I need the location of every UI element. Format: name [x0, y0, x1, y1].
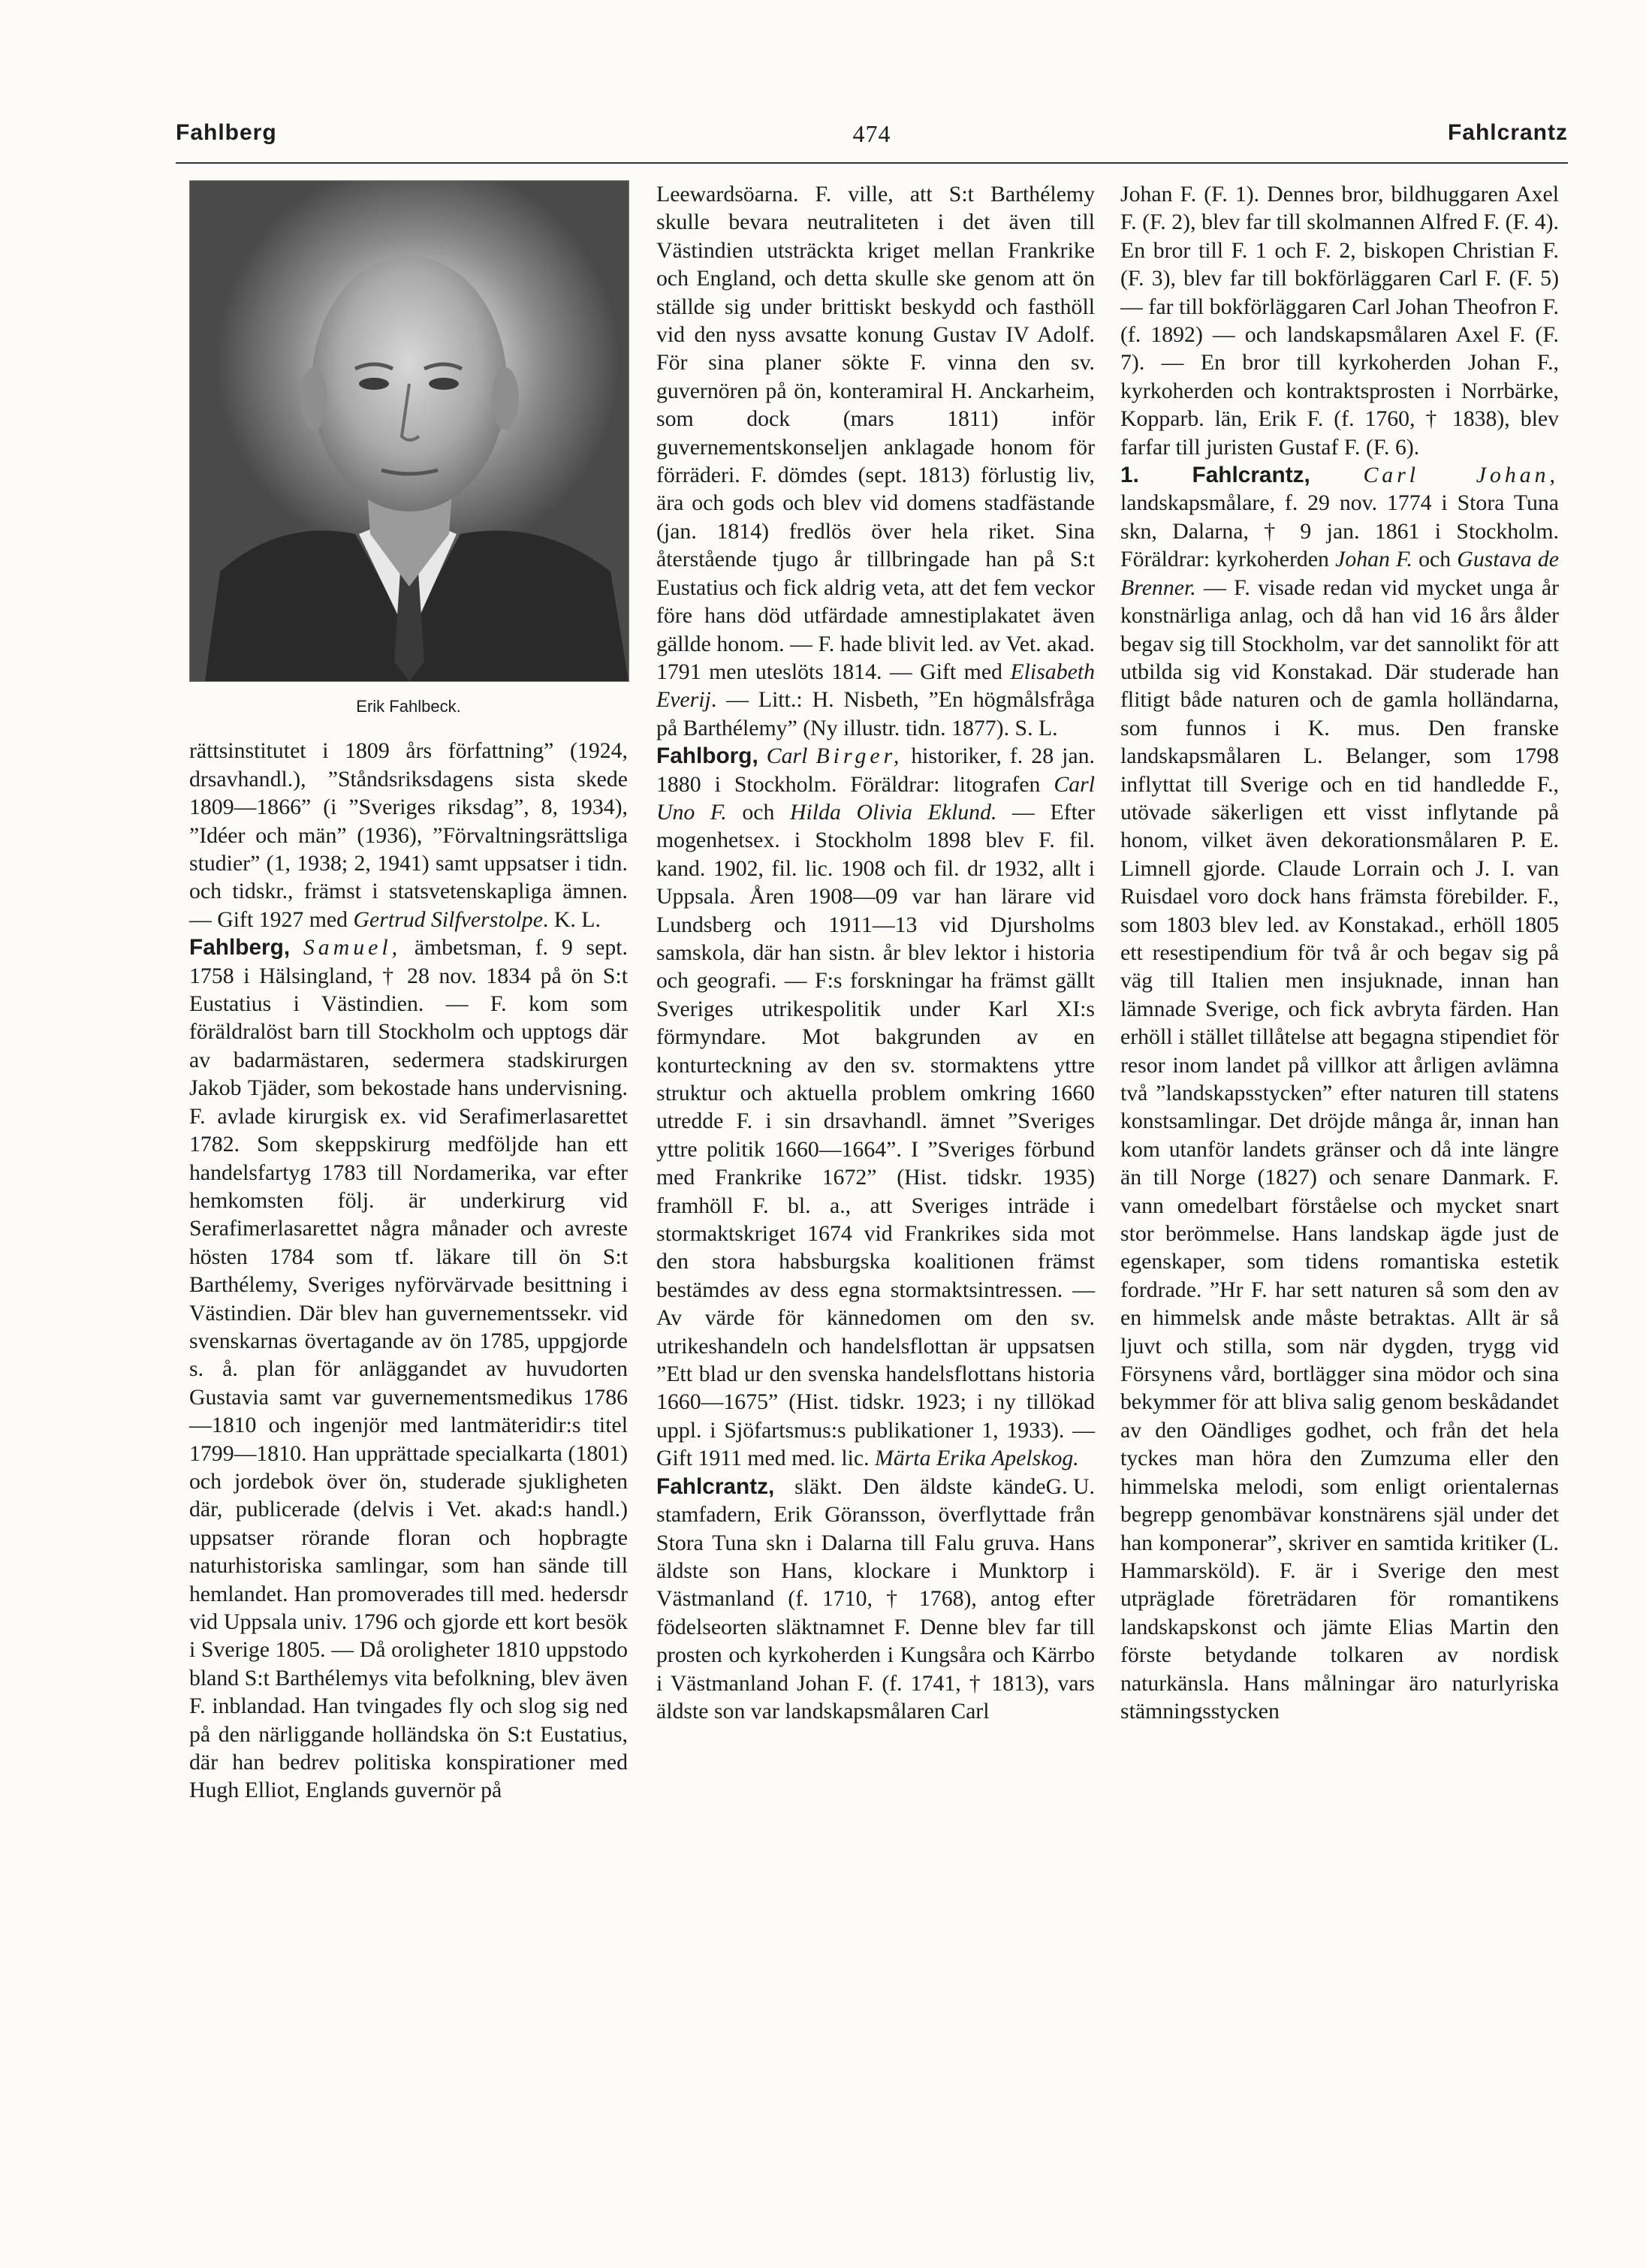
entry-continuation: Johan F. (F. 1). Dennes bror, bildhuggaren Axel F. (F. 2), blev far till skolmannen Alfred F. (F. 4). En bror till F. 1 och F. 2, biskopen Christian F. (F. 3), blev far till bokförläggaren Carl F. (F. 5) — far till bokförläggaren Carl Johan Theofron F. (f. 1892) — och landskapsmålaren Axel F. (F. 7). — En bror till kyrkoherden Johan F., kyrkoherden och kontraktsprosten i Norrbärke, Kopparb. län, Erik F. (f. 1760, † 1838), blev farfar till juristen Gustaf F. (F. 6). [1120, 182, 1559, 460]
father-name: Johan F. [1335, 547, 1412, 572]
entry-headword: Fahlcrantz, [1192, 463, 1310, 488]
entry-body: historiker, f. 28 jan. 1880 i Stockholm. Föräldrar: litografen [656, 743, 1095, 797]
author-signature: G. U. [1045, 1473, 1095, 1499]
entry-body: — Efter mogenhetsex. i Stockholm 1898 blev F. fil. kand. 1902, fil. lic. 1908 och fil. dr 1932, allt i Uppsala. Åren 1908—09 var han lärare vid Lundsberg och 1911—13 vid Djursholms samskola, där han sistn. år blev lektor i historia och geografi. — F:s forskningar ha främst gällt Sveriges utrikespolitik under Karl XI:s förmyndare. Mot bakgrunden av en konturteckning av den sv. stormaktens yttre struktur och aktuella problem omkring 1660 utredde F. i sin drsavhandl. ämnet ”Sveriges yttre politik 1660—1664”. I ”Sveriges förbund med Frankrike 1672” (Hist. tidskr. 1935) framhöll F. bl. a., att Sveriges inträde i stormaktskriget 1674 vid Frankrikes sida mot den stora habsburgska koalitionen främst bestämdes av dess egna stormaktsintressen. — Av värde för kännedomen om den sv. utrikeshandeln och handelsflottan är uppsatsen ”Ett blad ur den svenska handelsflottans historia 1660—1675” (Hist. tidskr. 1923; i ny tillökad uppl. i Sjöfartsmus:s publikationer 1, 1933). — Gift 1911 med med. lic. [656, 799, 1096, 1471]
entry-headword: Fahlcrantz, [656, 1473, 775, 1499]
running-head-left: Fahlberg [176, 120, 277, 145]
entry-continuation [656, 180, 1095, 742]
entry-headword: Fahlberg, [189, 935, 291, 961]
text-run: rättsinstitutet i 1809 års författning” (1924, drsavhandl.), ”Ståndsriksdagens sista skede 1809—1866” (i ”Sveriges riksdag”, 8, 1934), ”Idéer och män” (1936), ”Förvaltningsrättsliga studier” (1, 1938; 2, 1941) samt uppsatser i tidn. och tidskr., främst i statsvetenskapliga ämnen. — Gift 1927 med [189, 738, 628, 932]
running-head-right: Fahlcrantz [1447, 120, 1568, 145]
portrait-illustration [190, 181, 629, 681]
text-run: . K. L. [542, 906, 601, 932]
entry-body: ämbetsman, f. 9 sept. 1758 i Hälsingland, † 28 nov. 1834 på ön S:t Eustatius i Västindien. — F. kom som föräldralöst barn till Stockholm och upptogs där av badarmästaren, sedermera stadskirurgen Jakob Tjäder, som bekostade hans undervisning. F. avlade kirurgisk ex. vid Serafimerlasarettet 1782. Som skeppskirurg medföljde han ett handelsfartyg 1783 till Nordamerika, var efter hemkomsten följ. är underkirurg vid Serafimerlasarettet några månader och avreste hösten 1784 som tf. läkare till ön S:t Barthélemy, Sveriges nyförvärvade besittning i Västindien. Där blev han guvernementssekr. vid svenskarnas övertagande av ön 1785, uppgjorde s. å. plan för anläggandet av huvudorten Gustavia samt var guvernementsmedikus 1786—1810 och ingenjör med lantmäteridir:s titel 1799—1810. Han upprättade specialkarta (1801) och jordebok över ön, studerade sjukligheten där, publicerade (delvis i Vet. akad:s handl.) uppsatser rörande floran och hopbragte naturhistoriska samlingar, som han sände till hemlandet. Han promoverades till med. hedersdr vid Uppsala univ. 1796 och gjorde ett kort besök i Sverige 1805. — Då oroligheter 1810 uppstodo bland S:t Barthélemys vita befolkning, blev även F. inblandad. Han tvingades fly och slog sig ned på den närliggande holländska ön S:t Eustatius, där han bedrev politiska konspirationer med Hugh Elliot, Englands guvernör på [189, 935, 629, 1803]
photo-caption: Erik Fahlbeck. [356, 697, 461, 716]
entry-given-name: Birger, [815, 743, 903, 769]
entry-body: och [726, 799, 790, 825]
entry-carl-johan-fahlcrantz [1120, 461, 1559, 1725]
page-number: 474 [852, 120, 891, 147]
text-run: Leewardsöarna. F. ville, att S:t Barthélemy skulle bevara neutraliteten i det även till Västindien utsträckta kriget mellan Frankrike och England, och detta skulle ske genom att ön ställde sig under brittiskt beskydd och fasthöll vid den nyss avsatte konung Gustav IV Adolf. För sina planer sökte F. vinna den sv. guvernören på ön, konteramiral H. Anckarheim, som dock (mars 1811) inför guvernementskonseljen anklagade honom för förräderi. F. dömdes (sept. 1813) förlustig liv, ära och gods och blev vid domens stadfästande (jan. 1814) fredlös över hela riket. Sina återstående tjugo år tillbringade han på S:t Eustatius och fick aldrig veta, att det fem veckor före hans död utfärdade amnestiplakatet även gällde honom. — F. hade blivit led. av Vet. akad. 1791 men uteslöts 1814. — Gift med [656, 182, 1095, 684]
entry-body: — F. visade redan vid mycket unga år konstnärliga anlag, och då han vid 16 års ålder begav sig till Stockholm, var det sannolikt för att utbilda sig vid Konstakad. Där studerade han flitigt både naturen och de gamla holländarna, som funnos i K. mus. Den franske landskapsmålaren L. Belanger, som 1798 inflyttat till Sverige och en tid handledde F., utövade säkerligen ett visst inflytande på honom, vilket även dekorationsmålaren P. E. Limnell gjorde. Claude Lorrain och J. I. van Ruisdael voro dock hans främsta förebilder. F., som 1803 blev led. av Konstakad., erhöll 1805 ett resestipendium för två år och begav sig på väg till Italien men insjuknade, innan han lämnade Sverige, och fick avbryta färden. Han erhöll i stället tillåtelse att begagna stipendiet för resor inom landet på villkor att årligen avlämna två ”landskapsstycken” efter naturen till statens konstsamlingar. Det dröjde många år, innan han kom utanför landets gränser och då inte längre än till Norge (1827) och senare Danmark. F. vann omedelbart förståelse och mycket snart stor berömmelse. Hans landskap ägde just de egenskaper, som tidens romantiska estetik fordrade. ”Hr F. har sett naturen så som den av en himmelsk ande måste betraktas. Allt är så ljuvt och stilla, som när dygden, trygg vid Försynens vård, bortlägger sina mödor och sina bekymmer för att bliva salig genom beskådandet av den Oändliges godhet, och från det hela tyckes man höra den Zumzuma eller den himmelska melodi, som enligt orientalernas begrepp genombävar konstnärens själ under det han komponerar”, skriver en samtida kritiker (L. Hammarsköld). F. är i Sverige den mest utpräglade företrädaren för romantikens landskapskonst och jämte Elias Martin den förste betydande tolkaren av nordisk naturkänsla. Hans målningar äro naturlyriska stämningsstycken [1120, 575, 1559, 1724]
spouse-name: Märta Erika Apelskog. [875, 1446, 1079, 1471]
entry-given-name: Carl Johan, [1363, 463, 1559, 488]
entry-given-name: Samuel, [303, 935, 402, 961]
mother-name: Gustava de Brenner. [1120, 547, 1560, 600]
column-3 [1120, 180, 1559, 1725]
mother-name: Hilda Olivia Eklund. [790, 799, 997, 825]
portrait-photo [189, 180, 629, 682]
father-name: Carl Uno F. [656, 771, 1095, 825]
spouse-name: Gertrud Silfverstolpe [353, 906, 543, 932]
page-header [176, 113, 1568, 167]
text-run: . — Litt.: H. Nisbeth, ”En högmålsfråga på Barthélemy” (Ny illustr. tidn. 1877). S. L. [656, 687, 1095, 740]
entry-samuel-fahlberg [189, 933, 628, 1805]
entry-body: släkt. Den äldste kände stamfadern, Erik Göransson, överflyttade från Stora Tuna skn i Dalarna till Falu gruva. Hans äldste son Hans, klockare i Munktorp i Västmanland (f. 1710, † 1768), antog efter födelseorten släktnamnet F. Denne blev far till prosten och kyrkoherden i Kungsåra och Kärrbo i Västmanland Johan F. (f. 1741, † 1813), vars äldste son var landskapsmålaren Carl [656, 1473, 1095, 1724]
entry-continuation [189, 737, 628, 933]
entry-number: 1. [1120, 463, 1139, 488]
entry-body: landskapsmålare, f. 29 nov. 1774 i Stora Tuna skn, Dalarna, † 9 jan. 1861 i Stockholm. Föräldrar: kyrkoherden [1120, 490, 1559, 572]
column-1 [189, 180, 628, 1805]
entry-fahlcrantz-family [656, 1473, 1095, 1726]
entry-given-name: Carl [766, 743, 808, 769]
header-rule [176, 162, 1568, 164]
column-2 [656, 180, 1095, 1725]
entry-body: och [1412, 547, 1458, 572]
entry-headword: Fahlborg, [656, 743, 758, 769]
spouse-name: Elisabeth Everij [656, 659, 1095, 713]
